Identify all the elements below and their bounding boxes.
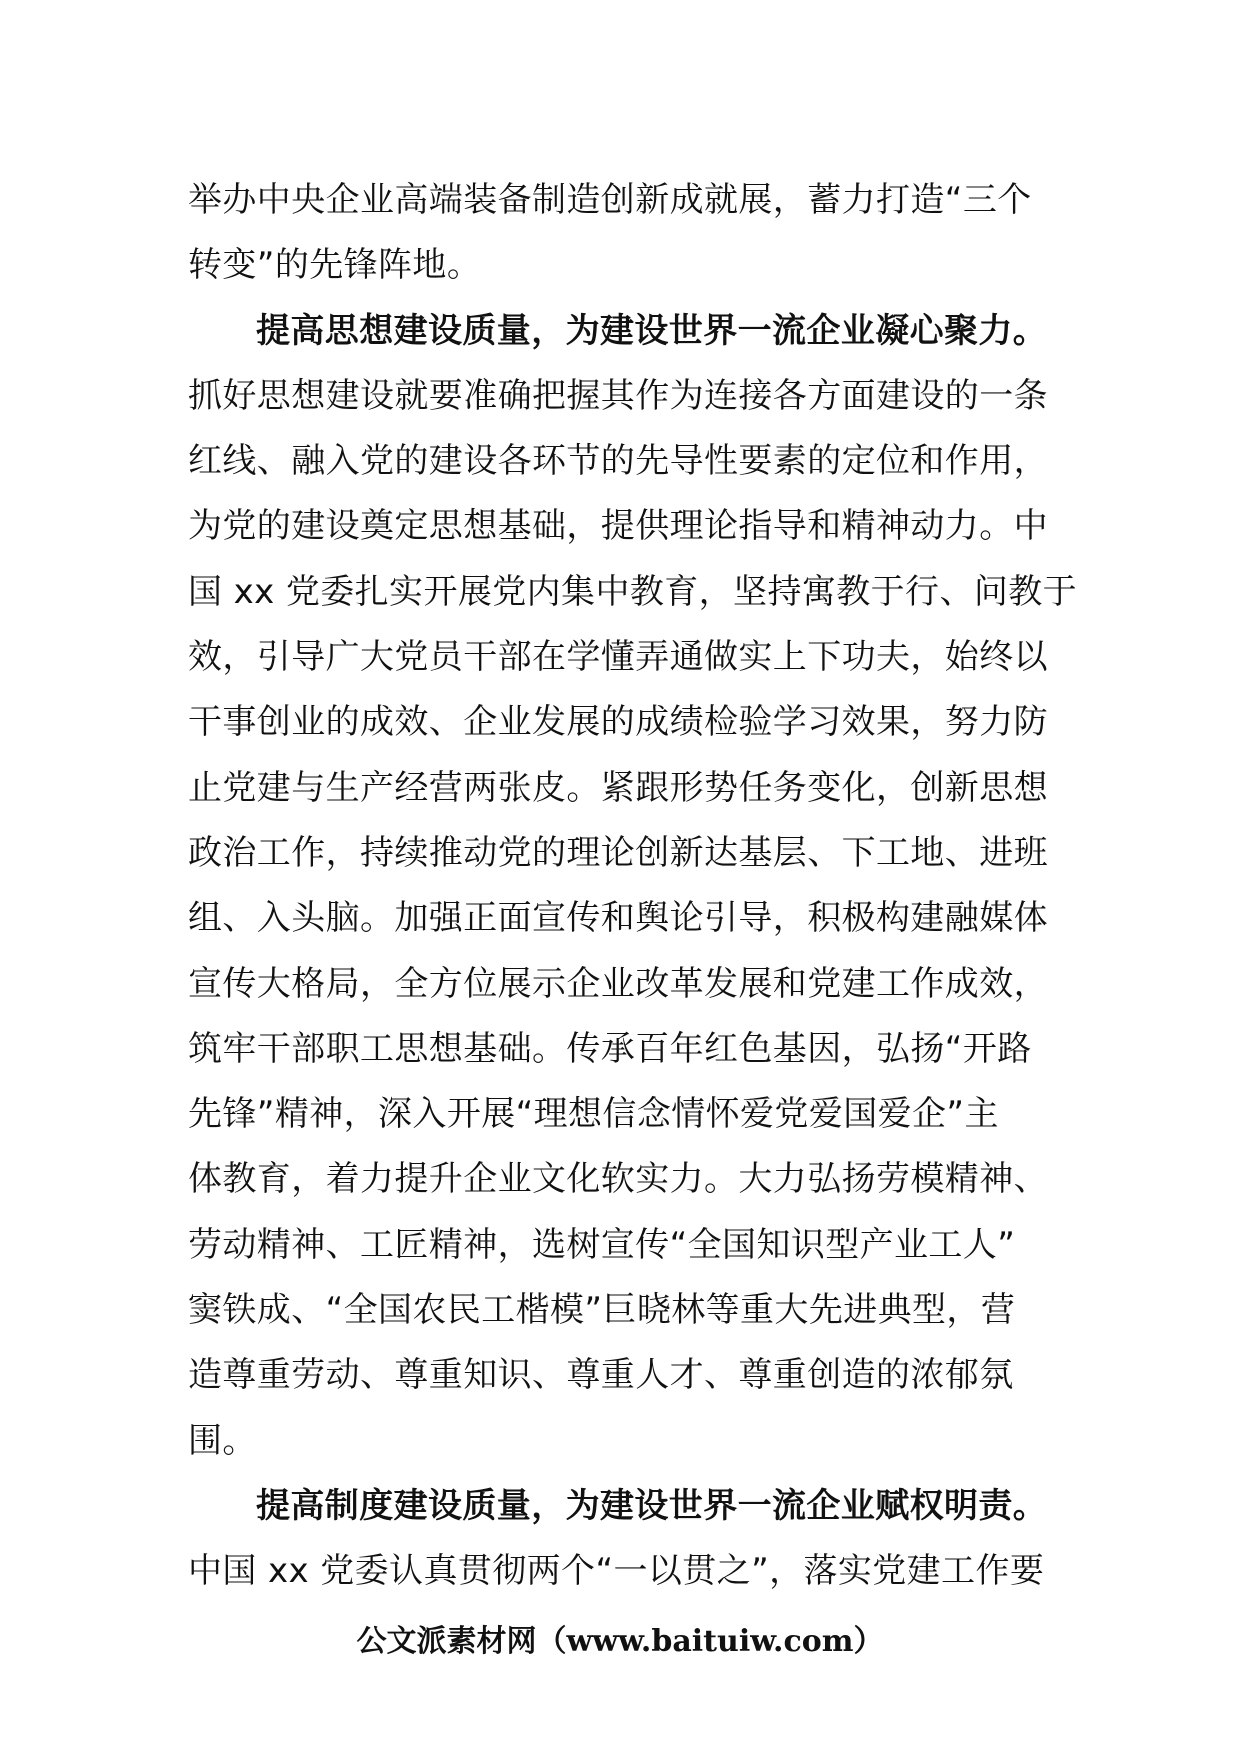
text-line: 效，引导广大党员干部在学懂弄通做实上下功夫，始终以 [188,637,1048,678]
text-line: 举办中央企业高端装备制造创新成就展，蓄力打造“三个 [188,180,1032,220]
section-heading-institution: 提高制度建设质量，为建设世界一流企业赋权明责。 [256,1485,1048,1526]
text-line: 干事创业的成效、企业发展的成绩检验学习效果，努力防 [188,702,1048,743]
text-line: 体教育，着力提升企业文化软实力。大力弘扬劳模精神、 [188,1159,1048,1200]
text-line: 转变”的先锋阵地。 [188,245,482,286]
section-heading-thought: 提高思想建设质量，为建设世界一流企业凝心聚力。 [256,310,1048,351]
text-line: 止党建与生产经营两张皮。紧跟形势任务变化，创新思想 [188,767,1048,808]
footer-watermark-text: 公文派素材网（www.baituiw.com） [356,1624,884,1659]
document-body [188,168,1078,1605]
text-line: 国 xx 党委扎实开展党内集中教育，坚持寓教于行、问教于 [188,571,1078,612]
text-line: 造尊重劳动、尊重知识、尊重人才、尊重创造的浓郁氛 [188,1355,1014,1396]
text-line: 劳动精神、工匠精神，选树宣传“全国知识型产业工人” [188,1224,1016,1265]
text-line: 红线、融入党的建设各环节的先导性要素的定位和作用， [188,441,1048,482]
text-line: 为党的建设奠定思想基础，提供理论指导和精神动力。中 [188,506,1048,547]
text-line: 组、入头脑。加强正面宣传和舆论引导，积极构建融媒体 [188,898,1048,939]
text-line: 先锋”精神，深入开展“理想信念情怀爱党爱国爱企”主 [188,1094,999,1135]
text-line: 政治工作，持续推动党的理论创新达基层、下工地、进班 [188,832,1048,873]
text-line: 筑牢干部职工思想基础。传承百年红色基因，弘扬“开路 [188,1028,1032,1069]
text-line: 围。 [188,1420,257,1461]
text-line: 窦铁成、“全国农民工楷模”巨晓林等重大先进典型，营 [188,1290,1016,1331]
text-line: 抓好思想建设就要准确把握其作为连接各方面建设的一条 [188,375,1048,416]
text-line: 宣传大格局，全方位展示企业改革发展和党建工作成效， [188,963,1048,1004]
text-line: 中国 xx 党委认真贯彻两个“一以贯之”，落实党建工作要 [188,1551,1045,1592]
